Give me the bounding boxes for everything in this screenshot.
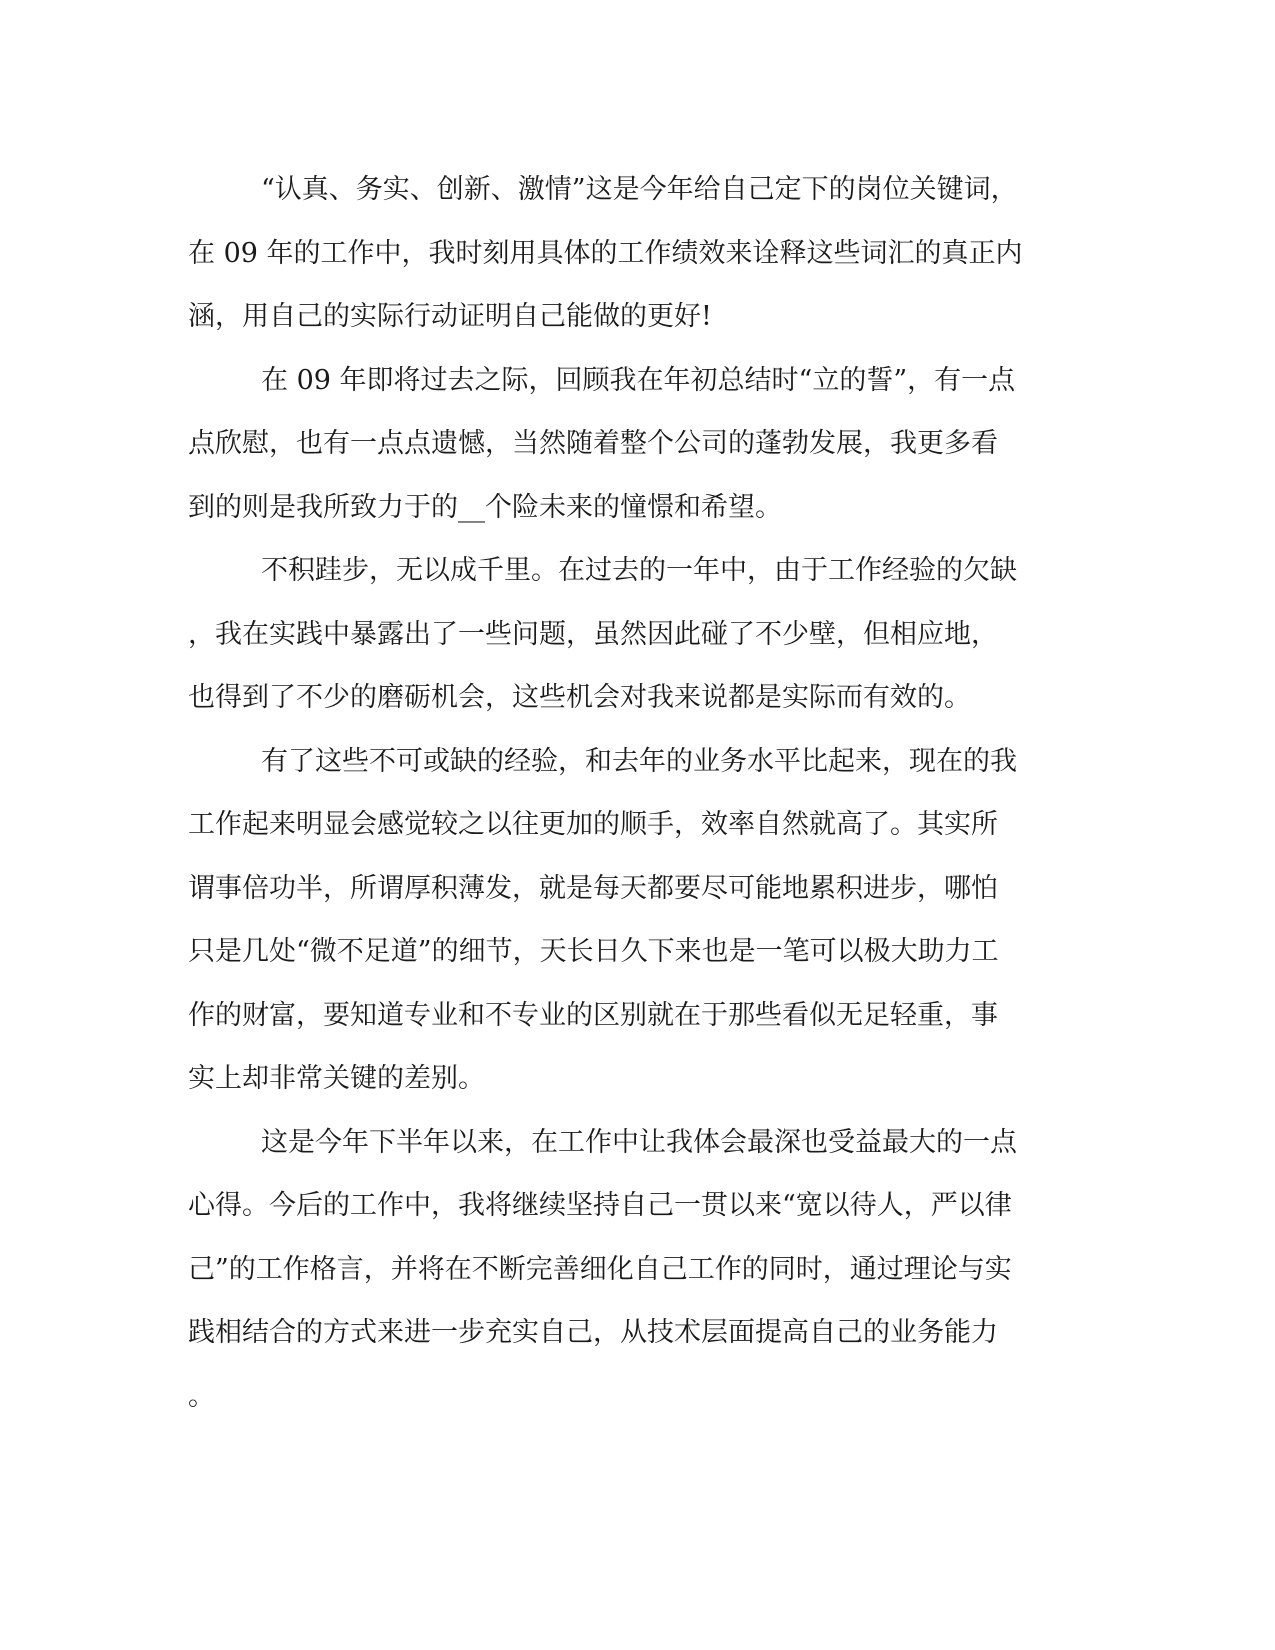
document-body	[188, 158, 1088, 1428]
paragraph-line: 。	[188, 1380, 215, 1412]
paragraph-line: 工作起来明显会感觉较之以往更加的顺手，效率自然就高了。其实所	[188, 809, 998, 840]
paragraph-5	[188, 1111, 1088, 1429]
paragraph-line: 有了这些不可或缺的经验，和去年的业务水平比起来，现在的我	[261, 745, 1017, 777]
paragraph-line: 践相结合的方式来进一步充实自己，从技术层面提高自己的业务能力	[188, 1317, 998, 1348]
paragraph-line: 在 09 年即将过去之际，回顾我在年初总结时“立的誓”，有一点	[261, 364, 1016, 396]
paragraph-line: 实上却非常关键的差别。	[188, 1063, 485, 1094]
paragraph-line: “认真、务实、创新、激情”这是今年给自己定下的岗位关键词，	[261, 174, 1018, 205]
paragraph-line: 也得到了不少的磨砺机会，这些机会对我来说都是实际而有效的。	[188, 682, 971, 713]
paragraph-line: 点欣慰，也有一点点遗憾，当然随着整个公司的蓬勃发展，我更多看	[188, 428, 998, 459]
paragraph-line: 己”的工作格言，并将在不断完善细化自己工作的同时，通过理论与实	[188, 1253, 1012, 1285]
paragraph-2	[188, 349, 1088, 540]
paragraph-line: 作的财富，要知道专业和不专业的区别就在于那些看似无足轻重，事	[188, 999, 998, 1031]
paragraph-line: 到的则是我所致力于的__个险未来的憧憬和希望。	[188, 491, 782, 523]
paragraph-3	[188, 539, 1088, 730]
paragraph-1	[188, 158, 1088, 349]
paragraph-line: 这是今年下半年以来，在工作中让我体会最深也受益最大的一点	[261, 1126, 1017, 1158]
paragraph-4	[188, 730, 1088, 1111]
paragraph-line: 涵，用自己的实际行动证明自己能做的更好!	[188, 301, 712, 332]
paragraph-line: 只是几处“微不足道”的细节，天长日久下来也是一笔可以极大助力工	[188, 936, 999, 967]
paragraph-line: 谓事倍功半，所谓厚积薄发，就是每天都要尽可能地累积进步，哪怕	[188, 872, 998, 904]
paragraph-line: 不积跬步，无以成千里。在过去的一年中，由于工作经验的欠缺	[261, 555, 1017, 586]
paragraph-line: 心得。今后的工作中，我将继续坚持自己一贯以来“宽以待人，严以律	[188, 1190, 1012, 1221]
paragraph-line: 在 09 年的工作中，我时刻用具体的工作绩效来诠释这些词汇的真正内	[188, 237, 1023, 269]
paragraph-line: ，我在实践中暴露出了一些问题，虽然因此碰了不少壁，但相应地，	[188, 618, 998, 650]
